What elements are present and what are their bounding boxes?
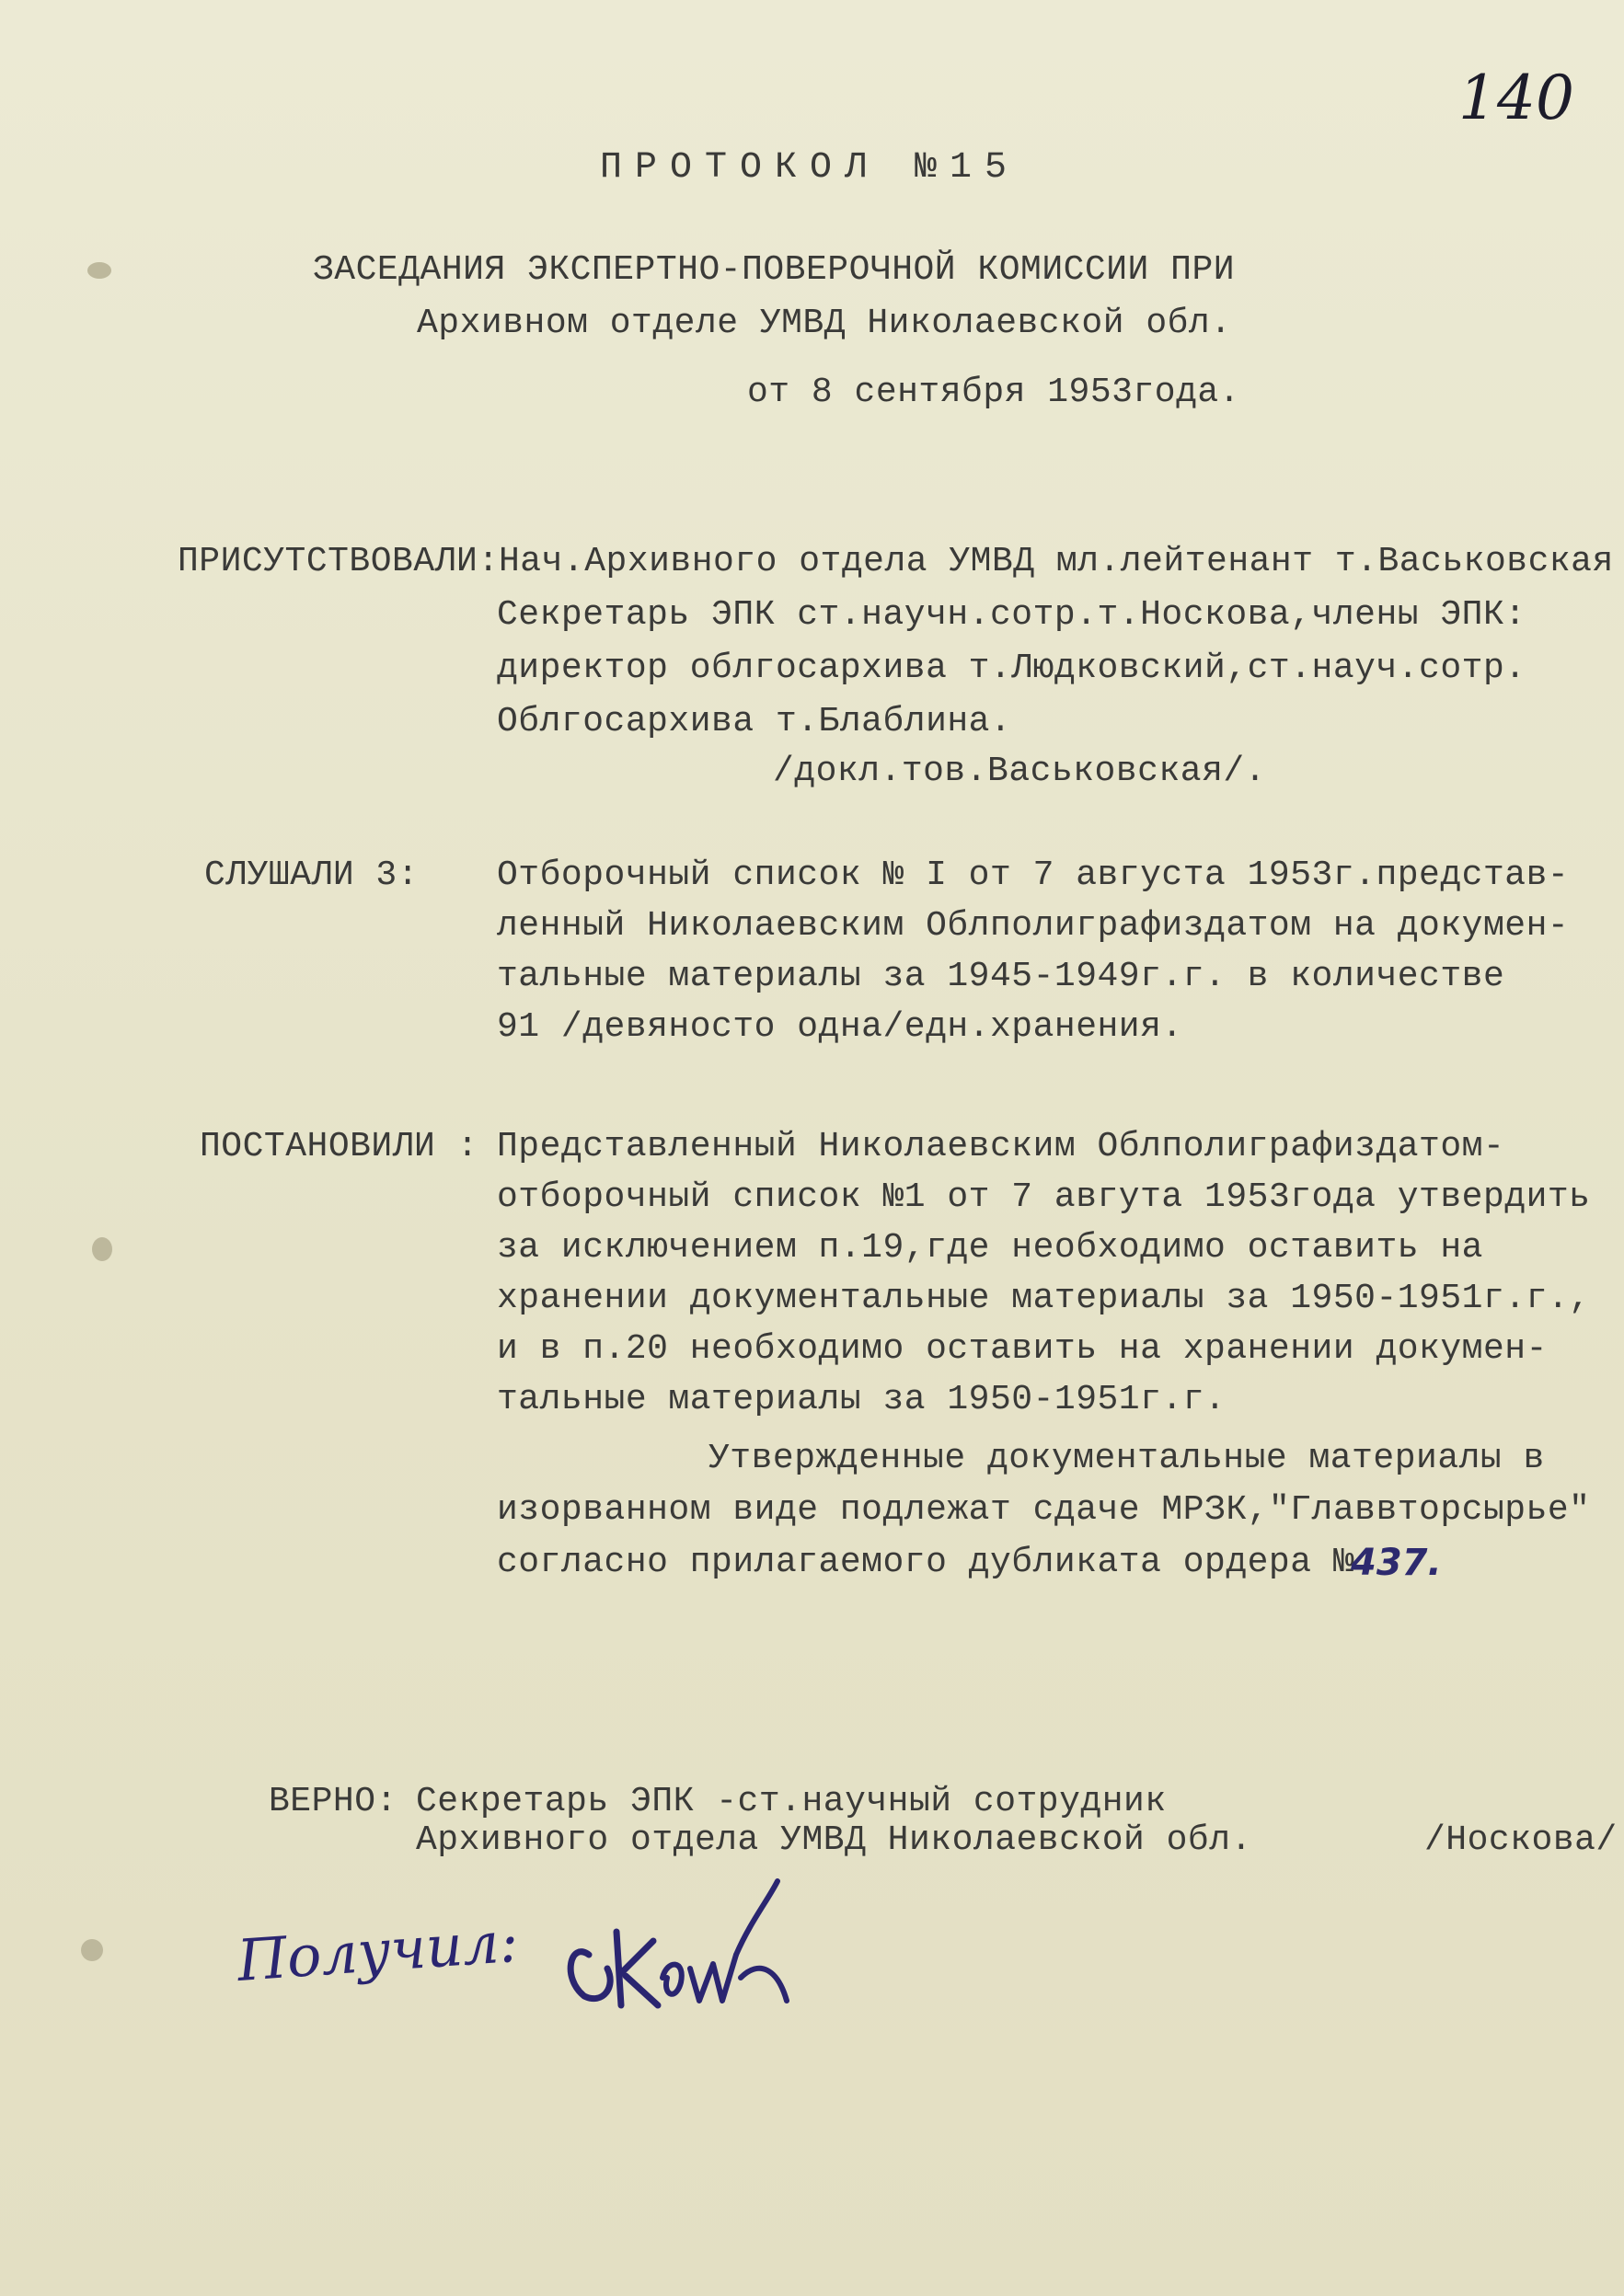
resolved-line: за исключением п.19,где необходимо оставить на bbox=[497, 1228, 1483, 1268]
resolved-label: ПОСТАНОВИЛИ : bbox=[200, 1127, 478, 1166]
subtitle-line: ЗАСЕДАНИЯ ЭКСПЕРТНО-ПОВЕРОЧНОЙ КОМИССИИ ПРИ bbox=[313, 250, 1236, 290]
present-line: директор облгосархива т.Людковский,ст.науч.сотр. bbox=[497, 649, 1526, 688]
heard-label: СЛУШАЛИ 3: bbox=[204, 855, 420, 895]
certified-line: Секретарь ЭПК -ст.научный сотрудник bbox=[416, 1782, 1167, 1821]
certified-label: ВЕРНО: bbox=[269, 1782, 397, 1821]
present-line: Секретарь ЭПК ст.научн.сотр.т.Носкова,члены ЭПК: bbox=[497, 595, 1526, 635]
certified-name: /Носкова/ bbox=[1424, 1820, 1618, 1860]
present-label: ПРИСУТСТВОВАЛИ: bbox=[178, 542, 500, 581]
paper-blemish bbox=[81, 1939, 103, 1961]
resolved-line: согласно прилагаемого дубликата ордера № bbox=[497, 1543, 1355, 1582]
document-title: ПРОТОКОЛ №15 bbox=[600, 147, 1020, 189]
order-number-handwritten: 437. bbox=[1351, 1542, 1442, 1584]
resolved-line: хранении документальные материалы за 1950-1951г.г., bbox=[497, 1279, 1591, 1318]
page-number: 140 bbox=[1458, 63, 1574, 133]
heard-line: ленный Николаевским Облполиграфиздатом на докумен- bbox=[497, 906, 1570, 946]
resolved-line: отборочный список №1 от 7 авгута 1953года утвердить bbox=[497, 1177, 1591, 1217]
subtitle-line: Архивном отделе УМВД Николаевской обл. bbox=[417, 304, 1232, 343]
present-line: Нач.Архивного отдела УМВД мл.лейтенант т.Васьковская bbox=[499, 542, 1614, 581]
document-date: от 8 сентября 1953года. bbox=[747, 373, 1240, 412]
heard-line: 91 /девяносто одна/едн.хранения. bbox=[497, 1007, 1183, 1047]
paper-blemish bbox=[87, 262, 111, 279]
resolved-line: изорванном виде подлежат сдаче МРЗК,"Главвторсырье" bbox=[497, 1490, 1591, 1530]
resolved-line: тальные материалы за 1950-1951г.г. bbox=[497, 1380, 1227, 1419]
heard-line: Отборочный список № I от 7 августа 1953г.представ- bbox=[497, 855, 1570, 895]
certified-line: Архивного отдела УМВД Николаевской обл. bbox=[416, 1820, 1252, 1860]
present-line: /докл.тов.Васьковская/. bbox=[773, 752, 1266, 791]
heard-line: тальные материалы за 1945-1949г.г. в количестве bbox=[497, 957, 1505, 996]
received-note: Получил: bbox=[235, 1907, 521, 1994]
resolved-line: Утвержденные документальные материалы в bbox=[708, 1439, 1545, 1478]
present-line: Облгосархива т.Блаблина. bbox=[497, 702, 1012, 741]
paper-blemish bbox=[92, 1237, 112, 1261]
signature-image bbox=[552, 1867, 810, 2033]
resolved-line: и в п.20 необходимо оставить на хранении докумен- bbox=[497, 1329, 1548, 1369]
resolved-line: Представленный Николаевским Облполиграфиздатом- bbox=[497, 1127, 1505, 1166]
